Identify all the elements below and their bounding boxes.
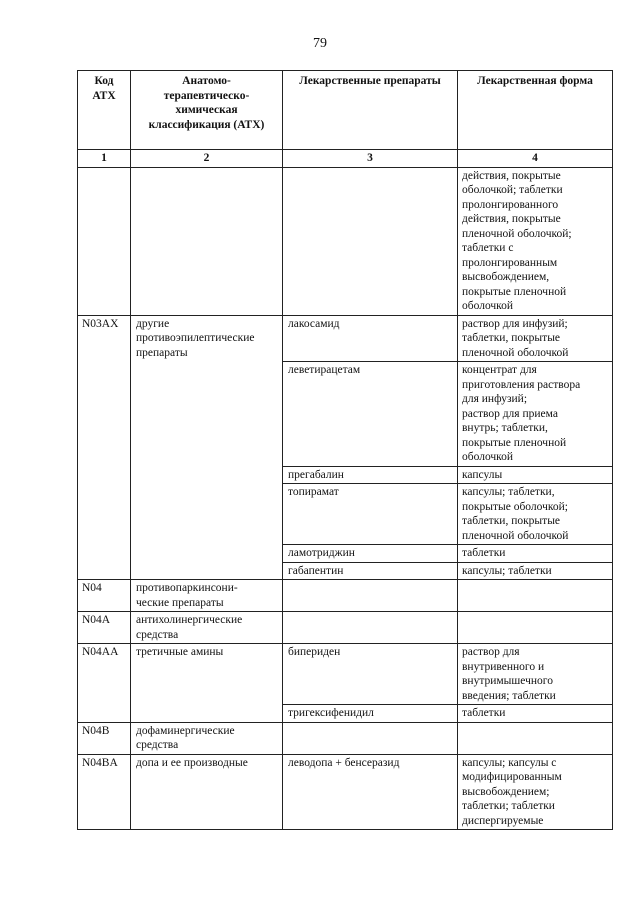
form-cell: таблетки [458, 545, 613, 563]
drug-cell [283, 612, 458, 644]
classification-cell: антихолинергические средства [131, 612, 283, 644]
form-cell: концентрат для приготовления раствора для инфузий; раствор для приема внутрь; таблетки, покрытые пленочной оболочкой [458, 362, 613, 467]
header-classification: Анатомо- терапевтическо- химическая классификация (АТХ) [131, 71, 283, 150]
form-cell: капсулы; таблетки, покрытые оболочкой; таблетки, покрытые пленочной оболочкой [458, 484, 613, 545]
form-cell: раствор для инфузий; таблетки, покрытые пленочной оболочкой [458, 315, 613, 362]
header-form: Лекарственная форма [458, 71, 613, 150]
atx-code-cell: N04B [78, 722, 131, 754]
form-cell: таблетки [458, 705, 613, 723]
form-cell: капсулы; капсулы с модифицированным высвобождением; таблетки; таблетки диспергируемые [458, 754, 613, 830]
drug-cell: габапентин [283, 562, 458, 580]
column-number: 1 [78, 150, 131, 168]
classification-cell: дофаминергические средства [131, 722, 283, 754]
atx-code-cell: N03AX [78, 315, 131, 580]
drug-cell [283, 580, 458, 612]
drug-cell: лакосамид [283, 315, 458, 362]
table-row [78, 754, 613, 830]
table-row [78, 580, 613, 612]
column-number: 3 [283, 150, 458, 168]
column-number: 2 [131, 150, 283, 168]
drug-cell [283, 167, 458, 315]
column-number: 4 [458, 150, 613, 168]
drug-cell: топирамат [283, 484, 458, 545]
table-row [78, 612, 613, 644]
form-cell: капсулы; таблетки [458, 562, 613, 580]
atx-code-cell: N04AA [78, 644, 131, 723]
atx-code-cell: N04BA [78, 754, 131, 830]
atx-code-cell: N04A [78, 612, 131, 644]
atx-code-cell [78, 167, 131, 315]
classification-cell: другие противоэпилептические препараты [131, 315, 283, 580]
drug-cell: тригексифенидил [283, 705, 458, 723]
form-cell [458, 580, 613, 612]
classification-cell: третичные амины [131, 644, 283, 723]
drug-cell: леветирацетам [283, 362, 458, 467]
classification-cell: допа и ее производные [131, 754, 283, 830]
form-cell [458, 722, 613, 754]
header-code: Код АТХ [78, 71, 131, 150]
header-row [78, 71, 613, 150]
drug-cell: прегабалин [283, 466, 458, 484]
classification-cell [131, 167, 283, 315]
form-cell: раствор для внутривенного и внутримышечного введения; таблетки [458, 644, 613, 705]
table-row [78, 315, 613, 362]
table-row [78, 644, 613, 705]
page-number: 79 [313, 36, 327, 51]
drug-cell: ламотриджин [283, 545, 458, 563]
table-row [78, 722, 613, 754]
atx-code-cell: N04 [78, 580, 131, 612]
form-cell: капсулы [458, 466, 613, 484]
drug-cell: леводопа + бенсеразид [283, 754, 458, 830]
drug-cell: бипериден [283, 644, 458, 705]
drug-cell [283, 722, 458, 754]
classification-cell: противопаркинсони- ческие препараты [131, 580, 283, 612]
atx-table [77, 70, 613, 830]
form-cell: действия, покрытые оболочкой; таблетки пролонгированного действия, покрытые пленочной оболочкой; таблетки с пролонгированным высвобождением, покрытые пленочной оболочкой [458, 167, 613, 315]
column-number-row [78, 150, 613, 168]
form-cell [458, 612, 613, 644]
table-row [78, 167, 613, 315]
header-drugs: Лекарственные препараты [283, 71, 458, 150]
